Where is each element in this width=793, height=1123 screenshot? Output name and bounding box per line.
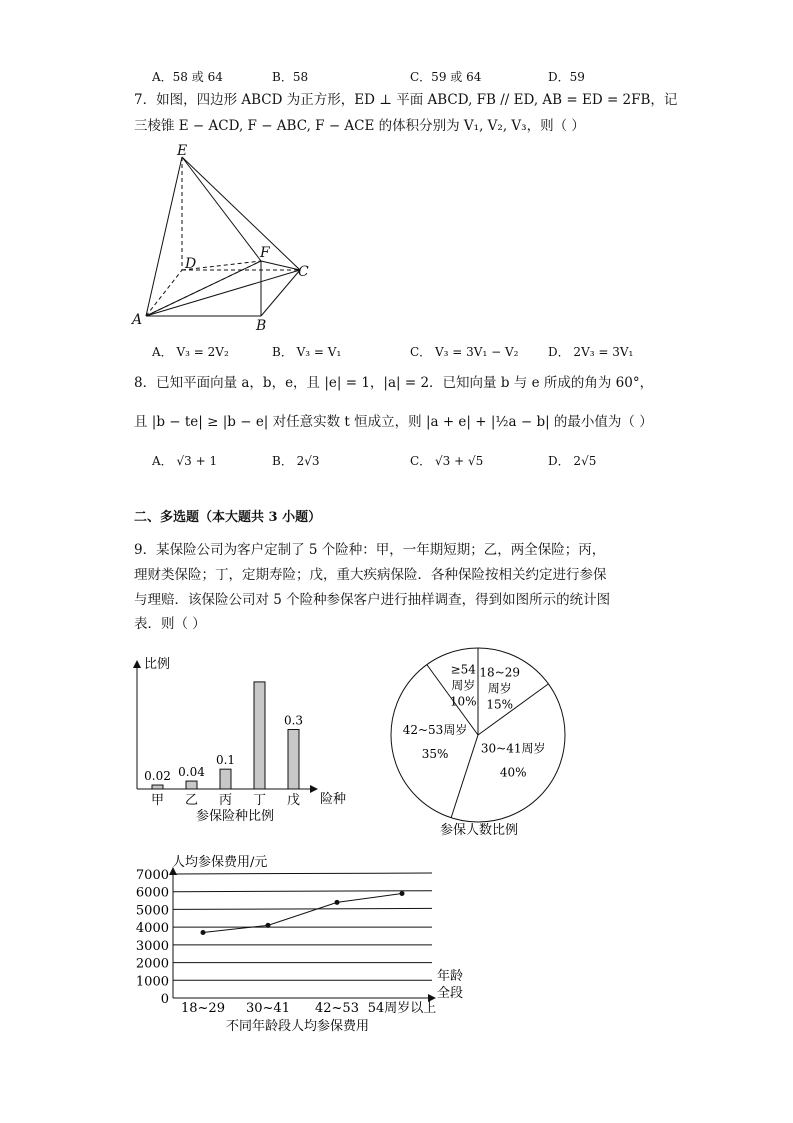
bar-category-label: 戊 [286, 793, 301, 808]
q6-option-c: C．59 或 64 [410, 70, 482, 84]
y-tick-label: 2000 [135, 956, 169, 972]
q6-option-b: B．58 [272, 70, 309, 84]
bar-category-label: 乙 [184, 793, 199, 808]
vertex-label-F: F [260, 245, 270, 261]
pie-slice-label: 周岁 [487, 681, 512, 696]
y-tick-label: 1000 [135, 974, 169, 990]
q7-text-line2: 三棱锥 E − ACD, F − ABC, F − ACE 的体积分别为 V₁, V₂, V₃，则（ ） [134, 118, 585, 134]
bar-chart-ylabel: 比例 [144, 657, 171, 672]
y-tick-label: 3000 [135, 938, 169, 954]
line-chart-title: 不同年龄段人均参保费用 [226, 1019, 370, 1034]
q9-text-line4: 表．则（ ） [134, 616, 206, 632]
bar-chart-x-arrow [310, 785, 318, 793]
q8-option-d: D． 2√5 [548, 454, 597, 468]
pie-slice-border [451, 735, 478, 818]
pie-slice-percent: 35% [421, 746, 449, 761]
edge-BC [261, 270, 300, 316]
bar-chart [120, 650, 370, 830]
y-tick-label: 5000 [135, 903, 169, 919]
y-tick-label: 0 [160, 992, 169, 1007]
x-tick-label: 30~41 [246, 1001, 290, 1016]
q8-option-b: B． 2√3 [272, 454, 320, 468]
bar-data-label: 0.1 [215, 753, 236, 768]
bar-2 [186, 781, 197, 789]
vertex-label-D: D [185, 256, 197, 272]
edge-EF [182, 157, 261, 261]
gridline [173, 891, 432, 892]
bar-chart-title: 参保险种比例 [196, 809, 275, 824]
edge-EA [146, 157, 182, 316]
y-tick-label: 4000 [135, 921, 169, 937]
line-chart-xlabel-line2: 全段 [437, 986, 464, 1001]
q9-text-line3: 与理赔．该保险公司对 5 个险种参保客户进行抽样调查，得到如图所示的统计图 [134, 592, 611, 608]
q6-option-d: D．59 [548, 70, 585, 84]
pie-slice-label: 周岁 [451, 678, 476, 693]
q9-text-line2: 理财类保险；丁，定期寿险；戊，重大疾病保险．各种保险按相关约定进行参保 [134, 567, 607, 583]
q7-option-d: D． 2V₃ = 3V₁ [548, 345, 634, 359]
bar-category-label: 丙 [218, 793, 233, 808]
x-tick-label: 42~53 [315, 1001, 359, 1016]
line-point [201, 930, 206, 935]
bar-chart-y-arrow [133, 660, 141, 668]
bar-4 [254, 682, 265, 789]
q8-option-a: A． √3 + 1 [152, 454, 218, 468]
edge-FC [261, 261, 300, 270]
bar-3 [220, 769, 231, 789]
line-series [203, 893, 402, 932]
pie-chart-title: 参保人数比例 [440, 823, 519, 838]
gridline [173, 908, 432, 909]
gridline [173, 873, 432, 874]
x-tick-label: 18~29 [181, 1001, 225, 1016]
vertex-label-A: A [132, 312, 143, 328]
q7-option-a: A． V₃ = 2V₂ [152, 345, 229, 359]
edge-EC [182, 157, 300, 270]
q7-text-line1: 7．如图，四边形 ABCD 为正方形，ED ⊥ 平面 ABCD, FB // ED, AB = ED = 2FB，记 [134, 92, 678, 108]
bar-5 [288, 730, 299, 790]
line-point [335, 900, 340, 905]
y-tick-label: 7000 [135, 868, 169, 883]
section-title: 二、多选题（本大题共 3 小题） [134, 510, 322, 525]
q8-option-c: C． √3 + √5 [410, 454, 484, 468]
q7-option-c: C． V₃ = 3V₁ − V₂ [410, 345, 519, 359]
line-point [400, 891, 405, 896]
line-chart [120, 850, 480, 1045]
y-tick-label: 6000 [135, 885, 169, 901]
q9-text-line1: 9．某保险公司为客户定制了 5 个险种：甲，一年期短期；乙，两全保险；丙， [134, 542, 606, 558]
q8-text-line1: 8．已知平面向量 a，b，e，且 |e| = 1，|a| = 2．已知向量 b 与 e 所成的角为 60°， [134, 375, 654, 391]
bar-category-label: 丁 [252, 793, 267, 808]
bar-data-label: 0.02 [144, 769, 171, 784]
bar-1 [152, 785, 163, 789]
vertex-label-E: E [177, 143, 188, 159]
pie-slice-label: ≥54 [450, 662, 476, 677]
pie-slice-label: 30~41周岁 [480, 741, 546, 756]
bar-data-label: 0.04 [178, 765, 205, 780]
pie-slice-percent: 40% [499, 765, 527, 780]
vertex-label-C: C [298, 264, 309, 280]
x-tick-label: 54周岁以上 [367, 1001, 437, 1016]
vertex-label-B: B [256, 318, 267, 334]
q6-option-a: A．58 或 64 [152, 70, 223, 84]
pie-chart [380, 640, 580, 845]
line-chart-xlabel-line1: 年龄 [437, 969, 464, 984]
pie-slice-label: 42~53周岁 [402, 722, 468, 737]
edge-AC [146, 270, 300, 316]
pie-slice-label: 18~29 [479, 665, 521, 680]
bar-data-label: 0.3 [283, 713, 304, 728]
pie-slice-percent: 10% [449, 694, 477, 709]
line-point [266, 923, 271, 928]
bar-chart-xlabel: 险种 [320, 792, 347, 807]
q7-option-b: B． V₃ = V₁ [272, 345, 342, 359]
q8-text-line2: 且 |b − te| ≥ |b − e| 对任意实数 t 恒成立，则 |a + e| + |½a − b| 的最小值为（ ） [134, 414, 653, 430]
pie-slice-percent: 15% [486, 697, 514, 712]
bar-category-label: 甲 [150, 793, 165, 808]
line-chart-ylabel: 人均参保费用/元 [172, 855, 268, 870]
q7-pyramid-figure [120, 140, 340, 335]
